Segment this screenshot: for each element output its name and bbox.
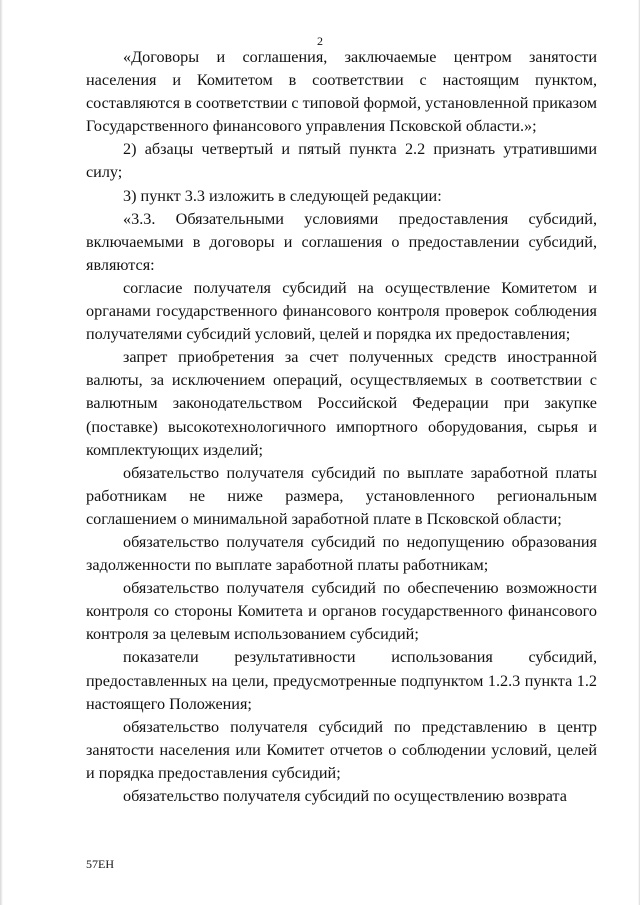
paragraph-refund-obligation: обязательство получателя субсидий по осуществлению возврата: [123, 787, 567, 805]
paragraph-contracts-template: «Договоры и соглашения, заключаемые центром занятости населения и Комитетом в соответствии с настоящим пунктом, составляются в соответствии с типовой формой, установленной приказом Государственного финансового управления Псковской области.»;: [86, 48, 597, 136]
paragraph-reporting: обязательство получателя субсидий по представлению в центр занятости населения или Комитет отчетов о соблюдении условий, целей и порядка предоставления субсидий;: [86, 717, 597, 782]
paragraph-performance-indicators: показатели результативности использования субсидий, предоставленных на цели, предусмотренные подпунктом 1.2.3 пункта 1.2 настоящего Положения;: [86, 648, 597, 713]
paragraph-currency-ban: запрет приобретения за счет полученных средств иностранной валюты, за исключением операций, осуществляемых в соответствии с валютным законодательством Российской Федерации при закупке (поставке) высокотехнологичного импортного оборудования, сырья и комплектующих изделий;: [86, 348, 597, 459]
paragraph-control-access: обязательство получателя субсидий по обеспечению возможности контроля со стороны Комитета и органов государственного финансового контроля за целевым использованием субсидий;: [86, 579, 597, 644]
footer-document-code: 57ЕН: [86, 857, 114, 871]
paragraph-clause-3-3: «3.3. Обязательными условиями предоставления субсидий, включаемыми в договоры и соглашения о предоставлении субсидий, являются:: [86, 209, 597, 274]
scan-edge-left: [0, 0, 3, 905]
paragraph-item-3: 3) пункт 3.3 изложить в следующей редакции:: [123, 186, 442, 205]
page-number: 2: [317, 34, 323, 48]
paragraph-item-2: 2) абзацы четвертый и пятый пункта 2.2 признать утратившими силу;: [86, 140, 597, 182]
document-body: [86, 46, 597, 808]
paragraph-minimum-wage: обязательство получателя субсидий по выплате заработной платы работникам не ниже размера, установленного региональным соглашением о минимальной заработной плате в Псковской области;: [86, 463, 597, 528]
paragraph-consent-inspections: согласие получателя субсидий на осуществление Комитетом и органами государственного финансового контроля проверок соблюдения получателями субсидий условий, целей и порядка их предоставления;: [86, 278, 597, 344]
paragraph-wage-arrears: обязательство получателя субсидий по недопущению образования задолженности по выплате заработной платы работникам;: [86, 532, 597, 575]
